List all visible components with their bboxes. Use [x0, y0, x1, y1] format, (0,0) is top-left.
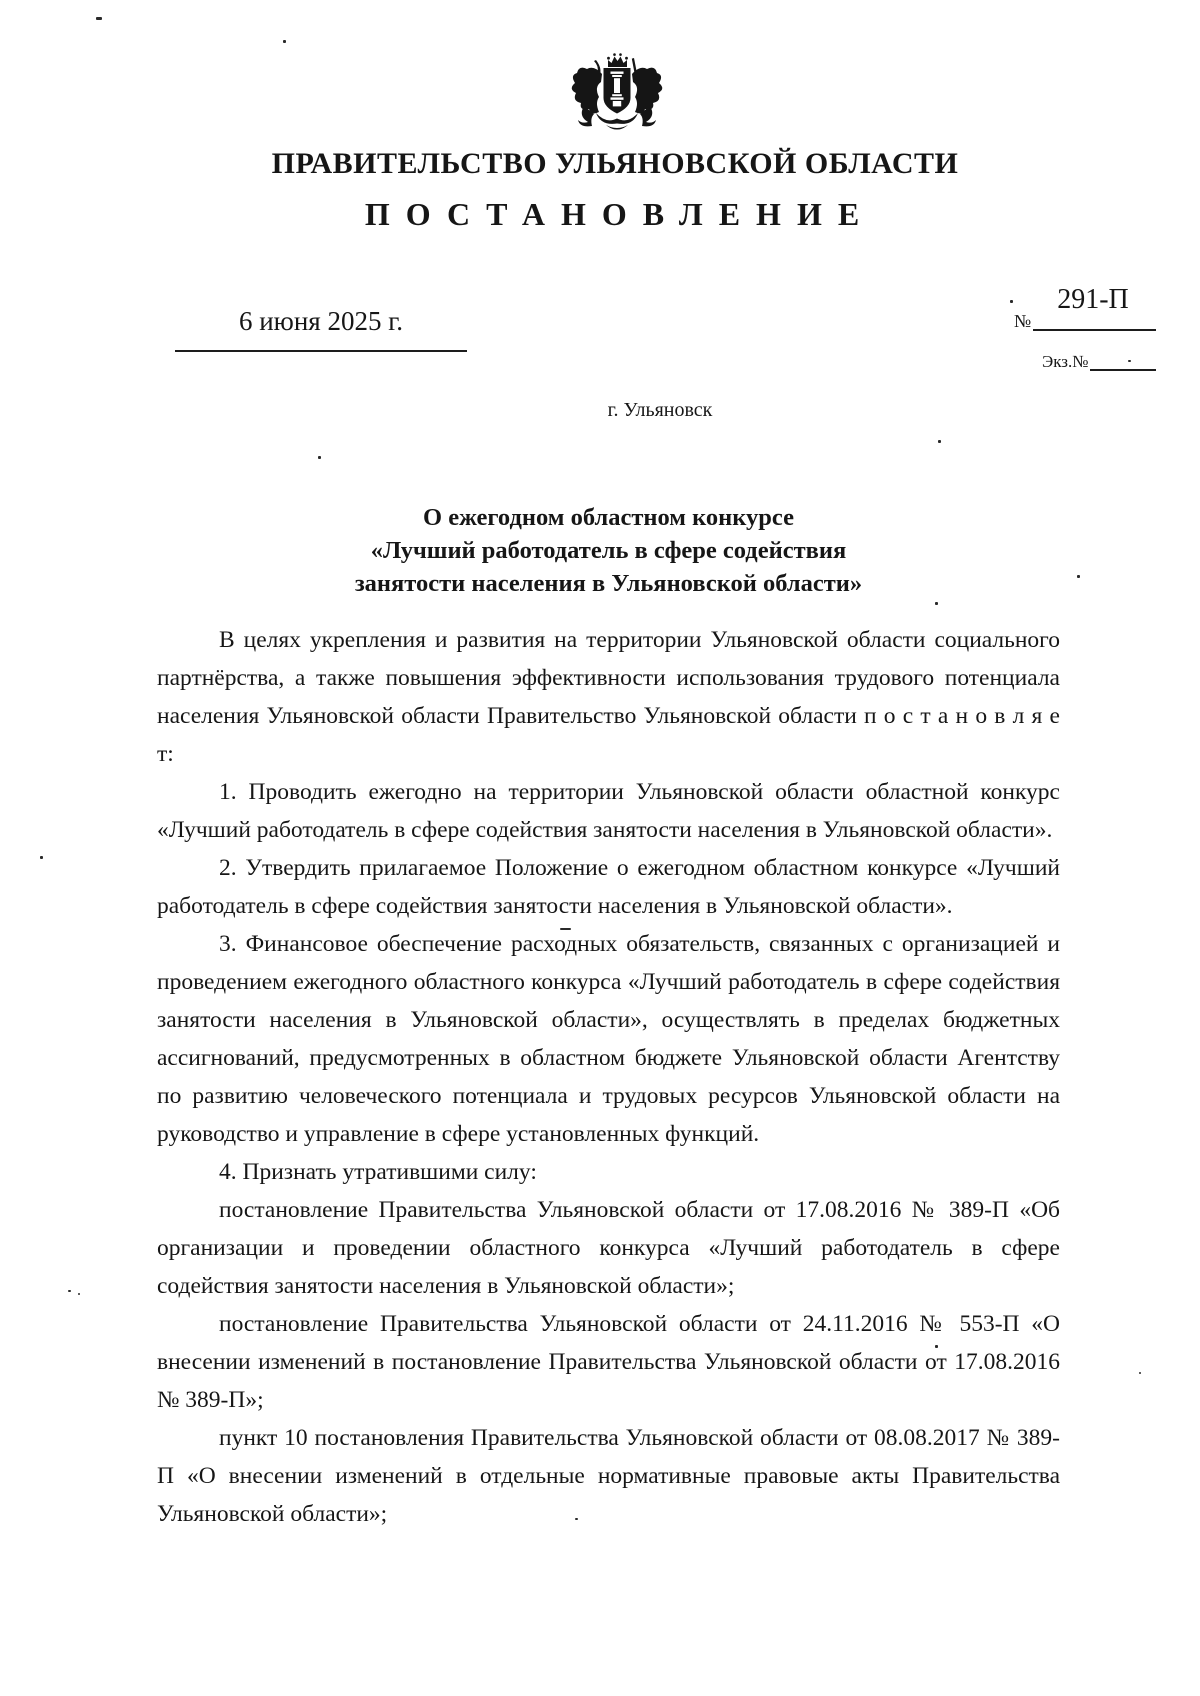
number-blank-line [1033, 315, 1156, 331]
body-paragraph: 3. Финансовое обеспечение расходных обязательств, связанных с организацией и проведением ежегодного областного конкурса «Лучший работодатель в сфере содействия занятости населения в Ульяновской области», осуществлять в пределах бюджетных ассигнований, предусмотренных в областном бюджете Ульяновской области Агентству по развитию человеческого потенциала и трудовых ресурсов Ульяновской области на руководство и управление в сфере установленных функций. [157, 931, 1060, 1147]
body-paragraph: 1. Проводить ежегодно на территории Ульяновской области областной конкурс «Лучший работодатель в сфере содействия занятости населения в Ульяновской области». [157, 779, 1060, 843]
body-paragraph: пункт 10 постановления Правительства Ульяновской области от 08.08.2017 № 389-П «О внесении изменений в отдельные нормативные правовые акты Правительства Ульяновской области»; [157, 1425, 1060, 1527]
scan-speck [78, 1293, 80, 1295]
body-paragraph: постановление Правительства Ульяновской области от 17.08.2016 № 389-П «Об организации и проведении областного конкурса «Лучший работодатель в сфере содействия занятости населения в Ульяновской области»; [157, 1197, 1060, 1299]
scan-speck [575, 1518, 578, 1520]
body-paragraph: 2. Утвердить прилагаемое Положение о ежегодном областном конкурсе «Лучший работодатель в сфере содействия занятости населения в Ульяновской области». [157, 855, 1060, 919]
scan-speck [938, 440, 941, 443]
number-block [1008, 284, 1156, 371]
copy-number-row [1008, 353, 1156, 371]
document-title [157, 501, 1060, 600]
document-body [157, 621, 1060, 1533]
scan-speck [935, 602, 938, 605]
number-label: № [1014, 311, 1032, 331]
scan-speck [935, 1345, 938, 1348]
number-line-row [1008, 312, 1156, 331]
title-line: занятости населения в Ульяновской области» [354, 570, 863, 597]
scan-speck [1139, 1372, 1141, 1374]
scan-speck [96, 17, 102, 20]
document-number: 291-П [1057, 284, 1129, 315]
scan-speck [68, 1290, 71, 1292]
body-paragraph: В целях укрепления и развития на территории Ульяновской области социального партнёрства, а также повышения эффективности использования трудового потенциала населения Ульяновской области Правительство Ульяновской области п о с т а н о в л я е т: [157, 627, 1060, 767]
scan-speck [1128, 360, 1131, 362]
body-paragraph: 4. Признать утратившими силу: [219, 1159, 537, 1185]
coat-of-arms-icon [566, 52, 668, 132]
place-city: г. Ульяновск [607, 399, 713, 421]
date-underline [175, 350, 467, 352]
title-line: О ежегодном областном конкурсе [423, 504, 794, 531]
scan-speck [1077, 575, 1080, 578]
copy-label: Экз.№ [1042, 352, 1089, 371]
scan-speck [560, 928, 571, 930]
date-block [175, 306, 467, 352]
title-line: «Лучший работодатель в сфере содействия [370, 537, 847, 564]
scan-speck [283, 40, 286, 43]
scan-speck [40, 856, 43, 859]
scan-speck [318, 456, 321, 459]
org-name: ПРАВИТЕЛЬСТВО УЛЬЯНОВСКОЙ ОБЛАСТИ [271, 147, 959, 180]
body-paragraph: постановление Правительства Ульяновской области от 24.11.2016 № 553-П «О внесении изменений в постановление Правительства Ульяновской области от 17.08.2016 № 389-П»; [157, 1311, 1060, 1413]
document-date: 6 июня 2025 г. [238, 306, 404, 336]
copy-blank-line [1090, 355, 1156, 371]
doc-type-title: ПОСТАНОВЛЕНИЕ [364, 196, 876, 232]
scan-speck [1010, 300, 1013, 303]
